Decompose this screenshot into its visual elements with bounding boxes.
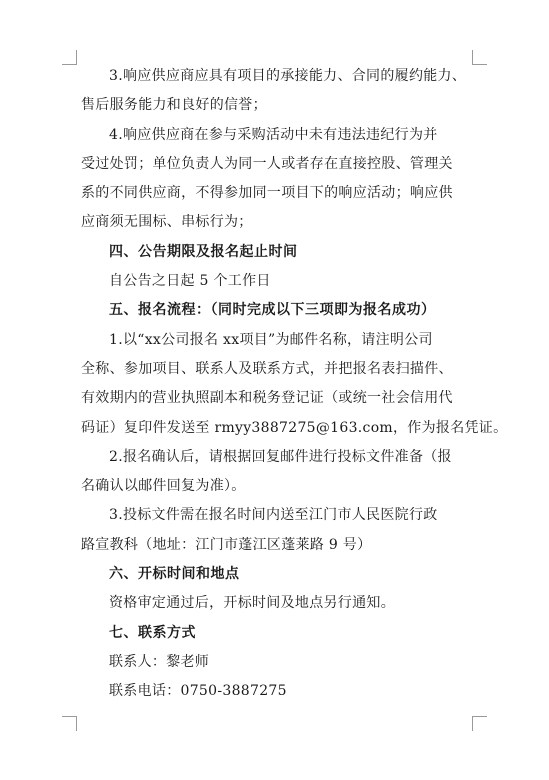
- corner-mark-bottom-right: [472, 716, 487, 731]
- text-line: 系的不同供应商，不得参加同一项目下的响应活动；响应供: [81, 185, 453, 202]
- text-line: 应商须无围标、串标行为；: [81, 214, 253, 231]
- section-heading: 七、联系方式: [109, 624, 196, 641]
- section-heading: 五、报名流程：（同时完成以下三项即为报名成功）: [109, 302, 436, 319]
- document-page: [81, 62, 508, 707]
- text-line: 2.报名确认后，请根据回复邮件进行投标文件准备（报: [109, 448, 452, 465]
- text-line: 自公告之日起 5 个工作日: [109, 273, 271, 290]
- text-line: 1.以“xx公司报名 xx项目”为邮件名称，请注明公司: [109, 331, 433, 348]
- contact-person: 联系人：黎老师: [109, 653, 210, 670]
- text-line: 资格审定通过后，开标时间及地点另行通知。: [109, 595, 395, 612]
- text-line: 3.投标文件需在报名时间内送至江门市人民医院行政: [109, 507, 438, 524]
- text-line: 名确认以邮件回复为准）。: [81, 478, 246, 495]
- corner-mark-bottom-left: [62, 716, 77, 731]
- text-line: 有效期内的营业执照副本和税务登记证（或统一社会信用代: [81, 390, 453, 407]
- section-heading: 六、开标时间和地点: [109, 566, 240, 583]
- email-line: 码证）复印件发送至 rmyy3887275@163.com，作为报名凭证。: [81, 419, 508, 436]
- contact-phone: 联系电话：0750-3887275: [109, 683, 287, 700]
- text-line: 售后服务能力和良好的信誉；: [81, 97, 267, 114]
- section-heading: 四、公告期限及报名起止时间: [109, 243, 298, 260]
- address-line: 路宣教科（地址：江门市蓬江区蓬莱路 9 号）: [81, 536, 372, 553]
- text-line: 受过处罚；单位负责人为同一人或者存在直接控股、管理关: [81, 155, 453, 172]
- corner-mark-top-right: [472, 50, 487, 65]
- corner-mark-top-left: [62, 50, 77, 65]
- text-line: 3.响应供应商应具有项目的承接能力、合同的履约能力、: [109, 68, 467, 84]
- text-line: 全称、参加项目、联系人及联系方式，并把报名表扫描件、: [81, 360, 453, 377]
- text-line: 4.响应供应商在参与采购活动中未有违法违纪行为并: [109, 126, 438, 143]
